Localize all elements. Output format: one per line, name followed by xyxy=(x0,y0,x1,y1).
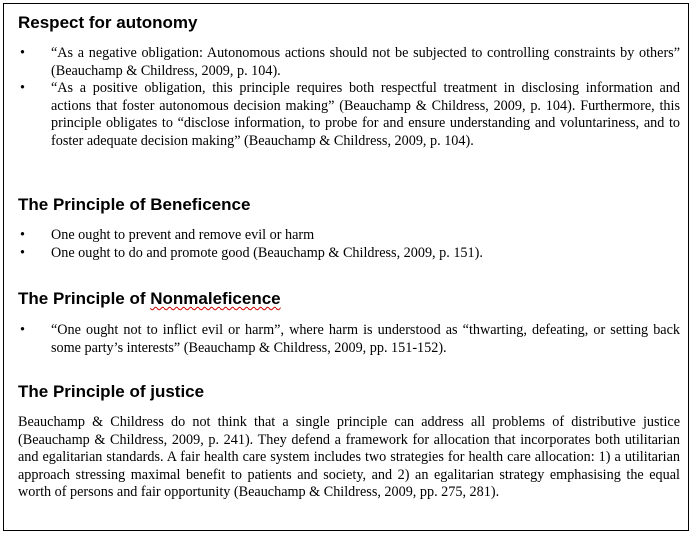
spellcheck-flagged-word[interactable]: Nonmaleficence xyxy=(150,289,281,308)
list-item xyxy=(18,245,680,263)
heading-justice: The Principle of justice xyxy=(18,382,205,401)
bullet-icon: • xyxy=(20,45,25,61)
justice-paragraph: Beauchamp & Childress do not think that a single principle can address all problems of distributive justice (Beauchamp & Childress, 2009, p. 241). They defend a framework for allocation that incorporates both utilitarian and egalitarian standards. A fair health care system includes two strategies for health care allocation: 1) a utilitarian approach stressing maximal benefit to patients and society, and 2) an egalitarian strategy emphasising the equal worth of persons and fair opportunity (Beauchamp & Childress, 2009, pp. 275, 281). xyxy=(18,414,680,501)
list-item xyxy=(18,322,680,357)
autonomy-bullet-list xyxy=(18,45,680,151)
heading-nonmaleficence-prefix: The Principle of xyxy=(18,289,151,308)
beneficence-bullet-list xyxy=(18,227,680,262)
bullet-icon: • xyxy=(20,244,25,261)
list-item xyxy=(18,227,680,245)
beneficence-bullet-2-text: One ought to do and promote good (Beauchamp & Childress, 2009, p. 151). xyxy=(51,244,483,261)
bullet-icon: • xyxy=(20,322,25,338)
list-item xyxy=(18,45,680,80)
heading-nonmaleficence xyxy=(18,289,281,309)
list-item xyxy=(18,80,680,150)
nonmaleficence-bullet-list xyxy=(18,322,680,357)
autonomy-bullet-1-text: “As a negative obligation: Autonomous actions should not be subjected to controlling constraints by others” (Beauchamp & Childress, 2009, p. 104). xyxy=(51,45,680,79)
bullet-icon: • xyxy=(20,80,25,97)
autonomy-bullet-2-text: “As a positive obligation, this principle requires both respectful treatment in disclosing information and actions that foster autonomous decision making” (Beauchamp & Childress, 2009, p. 104). Furthermore, this principle obligates to “disclose information, to probe for and ensure understanding and voluntariness, and to foster adequate decision making” (Beauchamp & Childress, 2009, p. 104). xyxy=(51,80,680,149)
heading-respect-for-autonomy: Respect for autonomy xyxy=(18,13,198,32)
bullet-icon: • xyxy=(20,227,25,243)
heading-beneficence: The Principle of Beneficence xyxy=(18,195,251,214)
beneficence-bullet-1-text: One ought to prevent and remove evil or harm xyxy=(51,227,315,243)
document-frame xyxy=(3,3,689,531)
nonmaleficence-bullet-1-text: “One ought not to inflict evil or harm”, where harm is understood as “thwarting, defeating, or setting back some party’s interests” (Beauchamp & Childress, 2009, pp. 151-152). xyxy=(51,322,680,356)
